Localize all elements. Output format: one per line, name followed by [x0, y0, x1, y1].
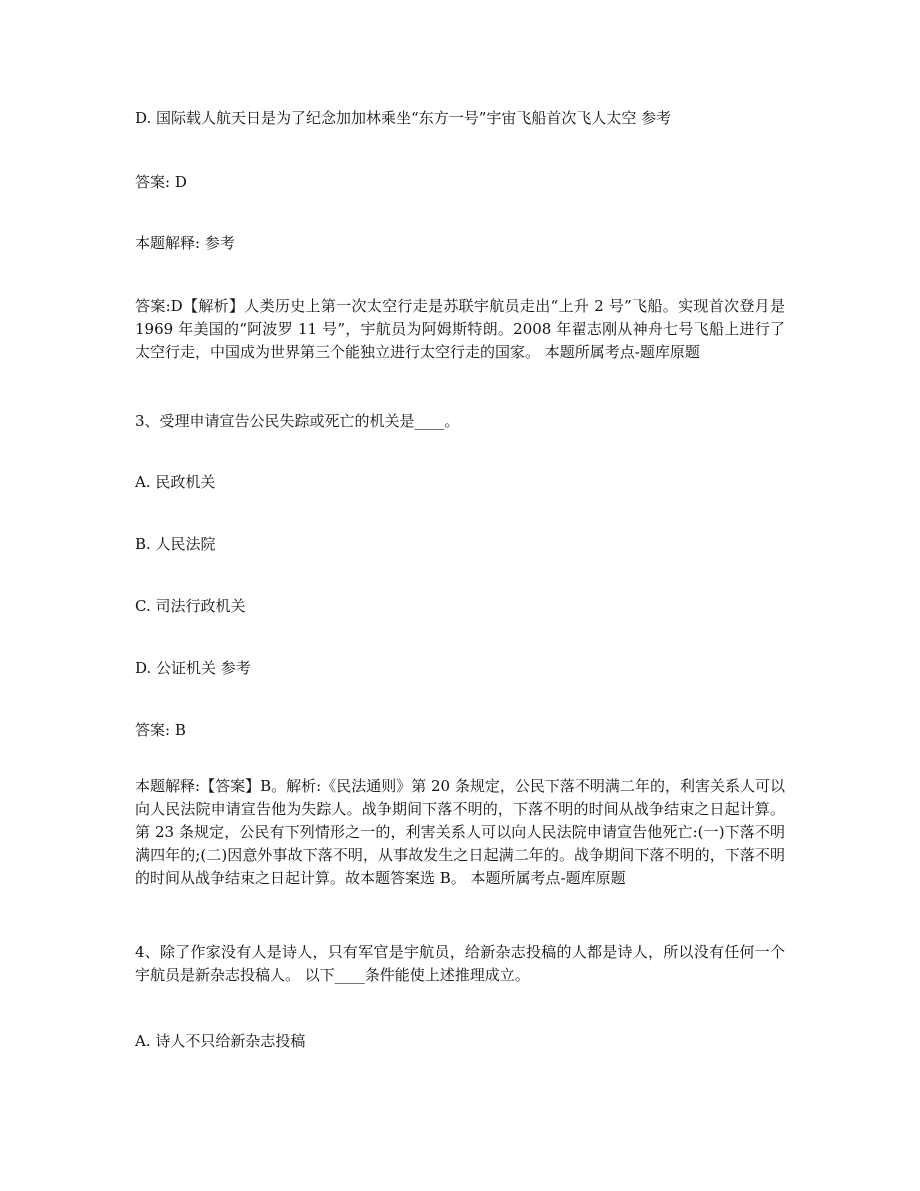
q3-answer: 答案: B — [135, 721, 186, 739]
q3-explanation: 本题解释:【答案】B。解析:《民法通则》第 20 条规定，公民下落不明满二年的，利害关系人可以向人民法院申请宣告他为失踪人。战争期间下落不明的，下落不明的时间从战争结束之日起计算。第 23 条规定，公民有下列情形之一的，利害关系人可以向人民法院申请宣告他死亡:(一)下落不明满四年的;(二)因意外事故下落不明，从事故发生之日起满二年的。战争期间下落不明的，下落不明的时间从战争结束之日起计算。故本题答案选 B。 本题所属考点-题库原题 — [135, 777, 785, 887]
q3-option-a: A. 民政机关 — [135, 473, 216, 491]
q2-answer: 答案: D — [135, 173, 187, 191]
q3-question: 3、受理申请宣告公民失踪或死亡的机关是____。 — [135, 412, 460, 430]
q3-option-b: B. 人民法院 — [135, 535, 216, 553]
q4-question: 4、除了作家没有人是诗人，只有军官是宇航员，给新杂志投稿的人都是诗人，所以没有任何一个宇航员是新杂志投稿人。 以下____条件能使上述推理成立。 — [135, 943, 785, 984]
q2-explanation: 答案:D【解析】人类历史上第一次太空行走是苏联宇航员走出“上升 2 号”飞船。实现首次登月是 1969 年美国的“阿波罗 11 号”，宇航员为阿姆斯特朗。2008 年翟志刚从神舟七号飞船上进行了太空行走，中国成为世界第三个能独立进行太空行走的国家。 本题所属考点-题库原题 — [135, 297, 785, 361]
q3-option-d: D. 公证机关 参考 — [135, 659, 251, 677]
q2-option-d: D. 国际载人航天日是为了纪念加加林乘坐“东方一号”宇宙飞船首次飞人太空 参考 — [135, 109, 672, 127]
q4-option-a: A. 诗人不只给新杂志投稿 — [135, 1032, 306, 1050]
q2-explanation-title: 本题解释: 参考 — [135, 234, 235, 252]
q3-option-c: C. 司法行政机关 — [135, 597, 246, 615]
